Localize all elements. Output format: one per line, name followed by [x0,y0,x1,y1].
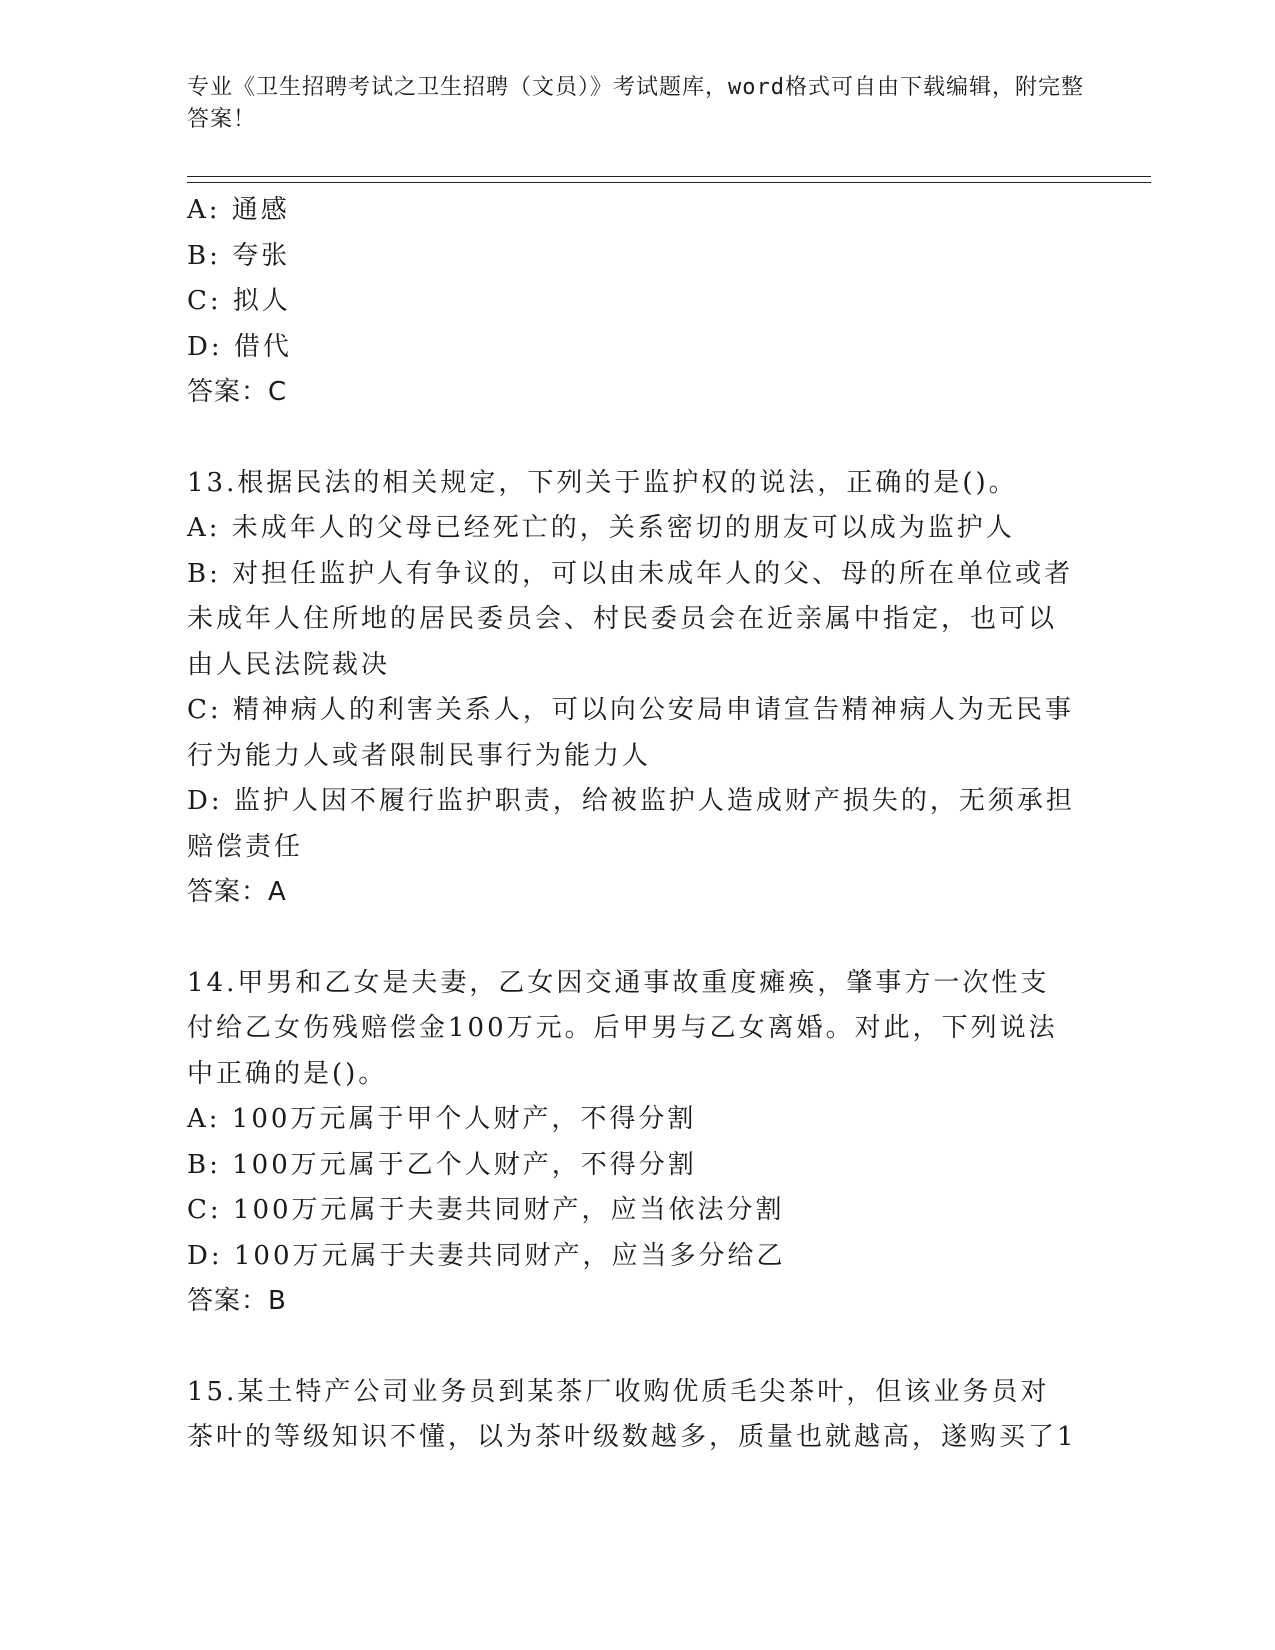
option-c: C: 精神病人的利害关系人，可以向公安局申请宣告精神病人为无民事行为能力人或者限制民事行为能力人 [187,695,1074,771]
answer: 答案：C [187,377,288,407]
option-b: B: 100万元属于乙个人财产，不得分割 [187,1149,697,1180]
previous-question [187,188,1077,416]
question-14 [187,961,1077,1325]
answer: 答案：B [187,1286,287,1316]
answer: 答案：A [187,877,287,907]
option-a: A: 未成年人的父母已经死亡的，关系密切的朋友可以成为监护人 [187,513,1015,543]
document-header: 专业《卫生招聘考试之卫生招聘（文员）》考试题库，word格式可自由下载编辑，附完整答案！ [187,75,1084,132]
option-d: D: 100万元属于夫妻共同财产，应当多分给乙 [187,1240,786,1271]
option-d: D: 借代 [187,331,292,362]
option-d: D: 监护人因不履行监护职责，给被监护人造成财产损失的，无须承担赔偿责任 [187,786,1075,862]
option-b: B: 对担任监护人有争议的，可以由未成年人的父、母的所在单位或者未成年人住所地的居民委员会、村民委员会在近亲属中指定，也可以由人民法院裁决 [187,558,1074,680]
option-a: A: 通感 [187,195,290,225]
question-13 [187,461,1077,916]
spacer [187,416,1077,461]
option-a: A: 100万元属于甲个人财产，不得分割 [187,1104,697,1134]
question-stem: 14.甲男和乙女是夫妻，乙女因交通事故重度瘫痪，肇事方一次性支付给乙女伤残赔偿金100万元。后甲男与乙女离婚。对此，下列说法中正确的是()。 [187,967,1058,1089]
option-b: B: 夸张 [187,240,291,271]
header-divider-top [187,176,1151,177]
question-stem: 15.某土特产公司业务员到某茶厂收购优质毛尖茶叶，但该业务员对茶叶的等级知识不懂，以为茶叶级数越多，质量也就越高，遂购买了1 [187,1376,1077,1452]
question-stem: 13.根据民法的相关规定，下列关于监护权的说法，正确的是()。 [187,467,1018,498]
option-c: C: 100万元属于夫妻共同财产，应当依法分割 [187,1195,785,1225]
question-15 [187,1370,1077,1461]
header-divider-bottom [187,182,1151,183]
spacer [187,1325,1077,1370]
spacer [187,916,1077,961]
option-c: C: 拟人 [187,286,291,316]
question-content [187,188,1077,1461]
